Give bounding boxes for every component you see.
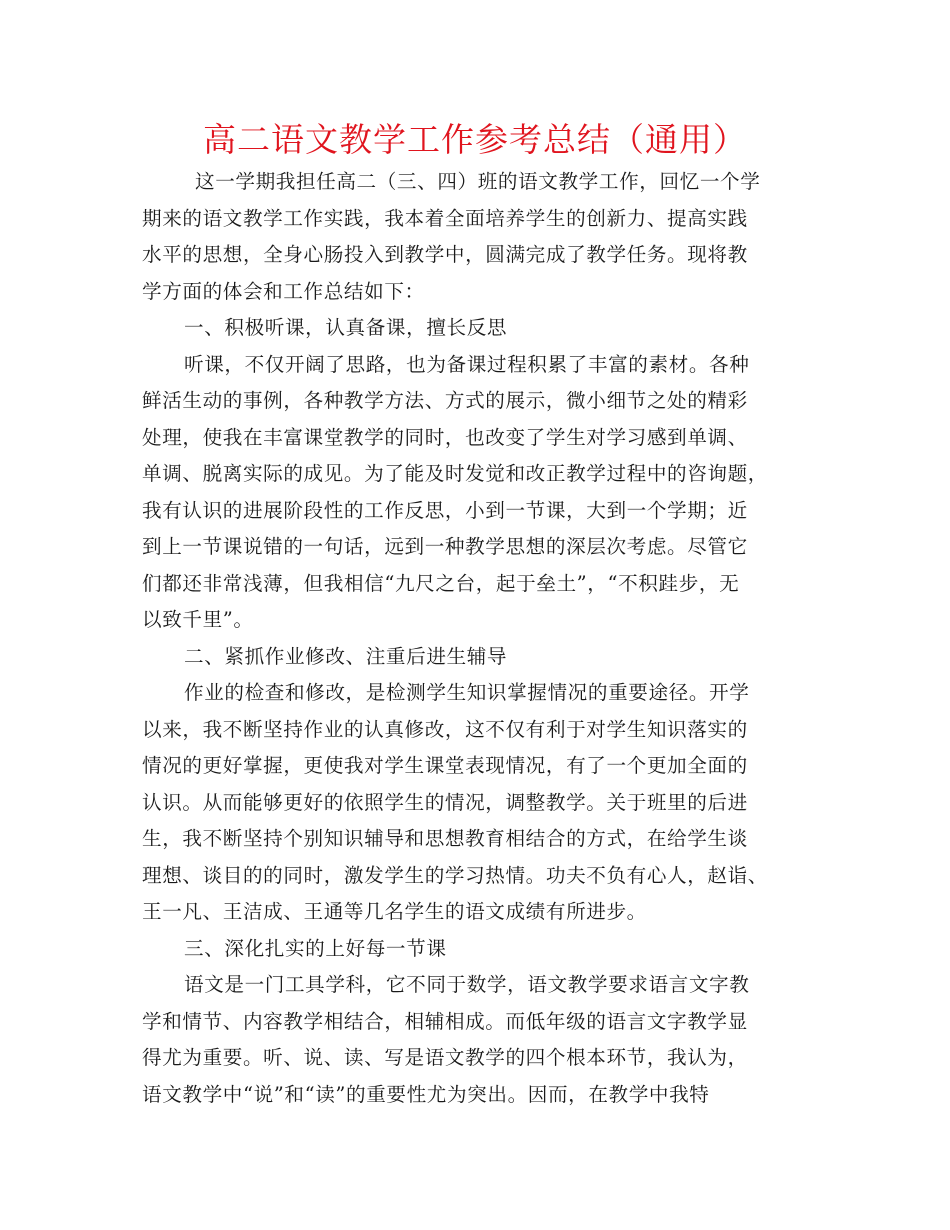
- paragraph-line: 学和情节、内容教学相结合，相辅相成。而低年级的语言文字教学显: [142, 1009, 748, 1033]
- paragraph-line: 以来，我不断坚持作业的认真修改，这不仅有利于对学生知识落实的: [142, 717, 748, 741]
- paragraph-line: 认识。从而能够更好的依照学生的情况，调整教学。关于班里的后进: [142, 790, 748, 814]
- section-heading: 三、深化扎实的上好每一节课: [184, 936, 447, 960]
- paragraph-line: 王一凡、王洁成、王通等几名学生的语文成绩有所进步。: [142, 900, 647, 923]
- paragraph-line: 我有认识的进展阶段性的工作反思，小到一节课，大到一个学期；近: [142, 498, 748, 522]
- paragraph-line: 期来的语文教学工作实践，我本着全面培养学生的创新力、提高实践: [142, 206, 748, 230]
- paragraph-line: 们都还非常浅薄，但我相信“九尺之台，起于垒土”，“不积跬步，无: [142, 571, 740, 595]
- paragraph-line: 听课，不仅开阔了思路，也为备课过程积累了丰富的素材。各种: [184, 352, 750, 376]
- section-heading: 一、积极听课，认真备课，擅长反思: [184, 316, 508, 339]
- section-heading: 二、紧抓作业修改、注重后进生辅导: [184, 644, 508, 668]
- document-title: 高二语文教学工作参考总结（通用）: [203, 120, 747, 159]
- paragraph-line: 语文教学中“说”和“读”的重要性尤为突出。因而，在教学中我特: [142, 1082, 710, 1106]
- paragraph-line: 处理，使我在丰富课堂教学的同时，也改变了学生对学习感到单调、: [142, 425, 748, 449]
- paragraph-line: 学方面的体会和工作总结如下：: [142, 279, 425, 303]
- paragraph-line: 理想、谈目的的同时，激发学生的学习热情。功夫不负有心人，赵诣、: [142, 863, 769, 887]
- paragraph-line: 情况的更好掌握，更使我对学生课堂表现情况，有了一个更加全面的: [142, 754, 748, 777]
- paragraph-line: 到上一节课说错的一句话，远到一种教学思想的深层次考虑。尽管它: [142, 535, 748, 558]
- paragraph-line: 语文是一门工具学科，它不同于数学，语文教学要求语言文字教: [184, 973, 750, 996]
- paragraph-line: 水平的思想，全身心肠投入到教学中，圆满完成了教学任务。现将教: [142, 243, 748, 266]
- paragraph-line: 以致千里”。: [142, 608, 254, 631]
- paragraph-line: 生，我不断坚持个别知识辅导和思想教育相结合的方式，在给学生谈: [142, 827, 748, 850]
- paragraph-line: 鲜活生动的事例，各种教学方法、方式的展示，微小细节之处的精彩: [142, 389, 748, 412]
- paragraph-line: 作业的检查和修改，是检测学生知识掌握情况的重要途径。开学: [184, 681, 750, 704]
- paragraph-line: 这一学期我担任高二（三、四）班的语文教学工作，回忆一个学: [195, 170, 761, 193]
- paragraph-line: 得尤为重要。听、说、读、写是语文教学的四个根本环节，我认为，: [142, 1046, 748, 1069]
- paragraph-line: 单调、脱离实际的成见。为了能及时发觉和改正教学过程中的咨询题，: [142, 462, 769, 485]
- document-body: [142, 164, 812, 1113]
